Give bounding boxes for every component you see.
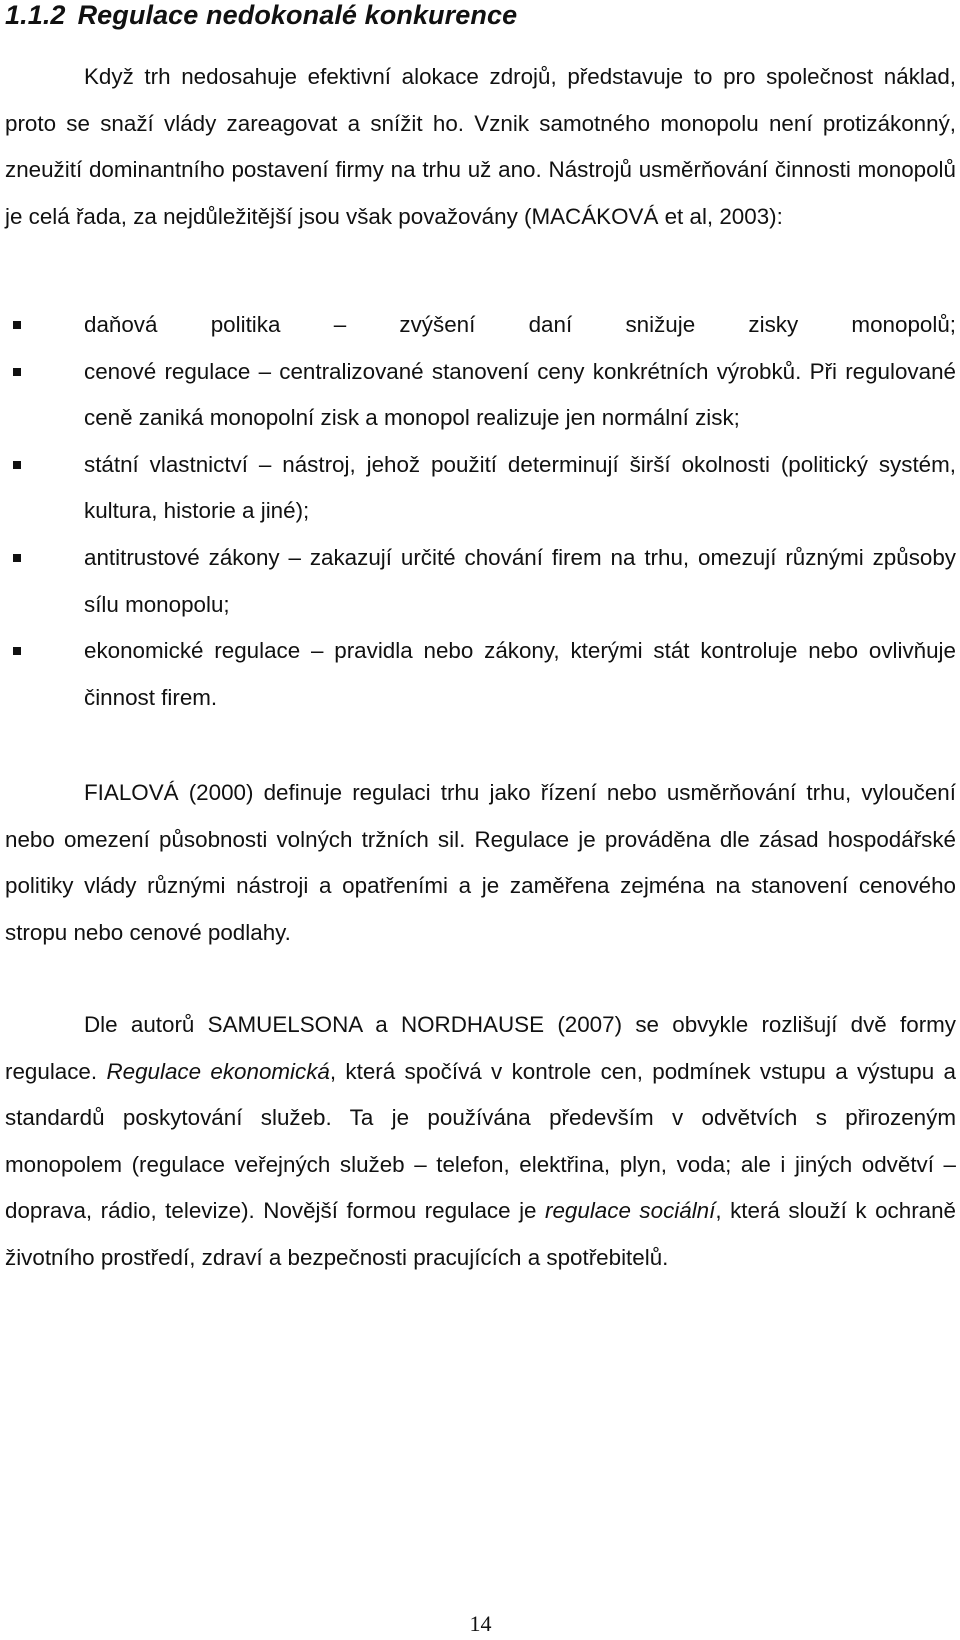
paragraph-text: , která slouží k ochraně životního prostředí, zdraví a bezpečnosti pracujících a spotřebitelů. bbox=[5, 1198, 957, 1270]
section-number: 1.1.2 bbox=[5, 0, 66, 30]
document-page bbox=[5, 0, 956, 1640]
square-bullet-icon bbox=[13, 321, 21, 329]
list-item-text: státní vlastnictví – nástroj, jehož použití determinují širší okolnosti (politický systém, kultura, historie a jiné); bbox=[84, 451, 956, 524]
list-item-text: cenové regulace – centralizované stanovení ceny konkrétních výrobků. Při regulované ceně zaniká monopolní zisk a monopol realizuje jen normální zisk; bbox=[84, 358, 956, 431]
section-title: Regulace nedokonalé konkurence bbox=[77, 0, 518, 30]
list-item-text: daňová politika – zvýšení daní snižuje zisky monopolů; bbox=[84, 312, 956, 337]
list-item-text: antitrustové zákony – zakazují určité chování firem na trhu, omezují různými způsoby sílu monopolu; bbox=[84, 544, 956, 617]
square-bullet-icon bbox=[13, 647, 21, 655]
list-item bbox=[5, 302, 956, 349]
square-bullet-icon bbox=[13, 461, 21, 469]
page-number: 14 bbox=[469, 1611, 492, 1636]
regulation-tools-list bbox=[5, 302, 956, 721]
square-bullet-icon bbox=[13, 368, 21, 376]
list-item bbox=[5, 628, 956, 721]
emphasis-economic-regulation: Regulace ekonomická bbox=[106, 1058, 330, 1084]
list-item bbox=[5, 535, 956, 628]
list-item bbox=[5, 442, 956, 535]
section-heading bbox=[5, 0, 517, 30]
definition-paragraph: FIALOVÁ (2000) definuje regulaci trhu jako řízení nebo usměrňování trhu, vyloučení nebo omezení působnosti volných tržních sil. Regulace je prováděna dle zásad hospodářské politiky vlády různými nástroji a opatřeními a je zaměřena zejména na stanovení cenového stropu nebo cenové podlahy. bbox=[5, 780, 956, 945]
list-item bbox=[5, 349, 956, 442]
paragraph-text: Dle autorů SAMUELSONA a NORDHAUSE (2007) se obvykle rozlišují dvě formy regulace. bbox=[5, 1012, 956, 1084]
paragraph-text: , která spočívá v kontrole cen, podmínek vstupu a výstupu a standardů poskytování služeb. Ta je používána především v odvětvích s přirozeným monopolem (regulace veřejných služeb – telefon, elektřina, plyn, voda; ale i jiných odvětví – doprava, rádio, televize). Novější formou regulace je bbox=[5, 1058, 956, 1224]
intro-paragraph: Když trh nedosahuje efektivní alokace zdrojů, představuje to pro společnost náklad, proto se snaží vlády zareagovat a snížit ho. Vznik samotného monopolu není protizákonný, zneužití dominantního postavení firmy na trhu už ano. Nástrojů usměrňování činnosti monopolů je celá řada, za nejdůležitější jsou však považovány (MACÁKOVÁ et al, 2003): bbox=[5, 64, 956, 229]
list-item-text: ekonomické regulace – pravidla nebo zákony, kterými stát kontroluje nebo ovlivňuje činnost firem. bbox=[84, 638, 956, 710]
square-bullet-icon bbox=[13, 554, 21, 562]
emphasis-social-regulation: regulace sociální bbox=[545, 1198, 716, 1224]
regulation-forms-paragraph bbox=[5, 1002, 956, 1282]
